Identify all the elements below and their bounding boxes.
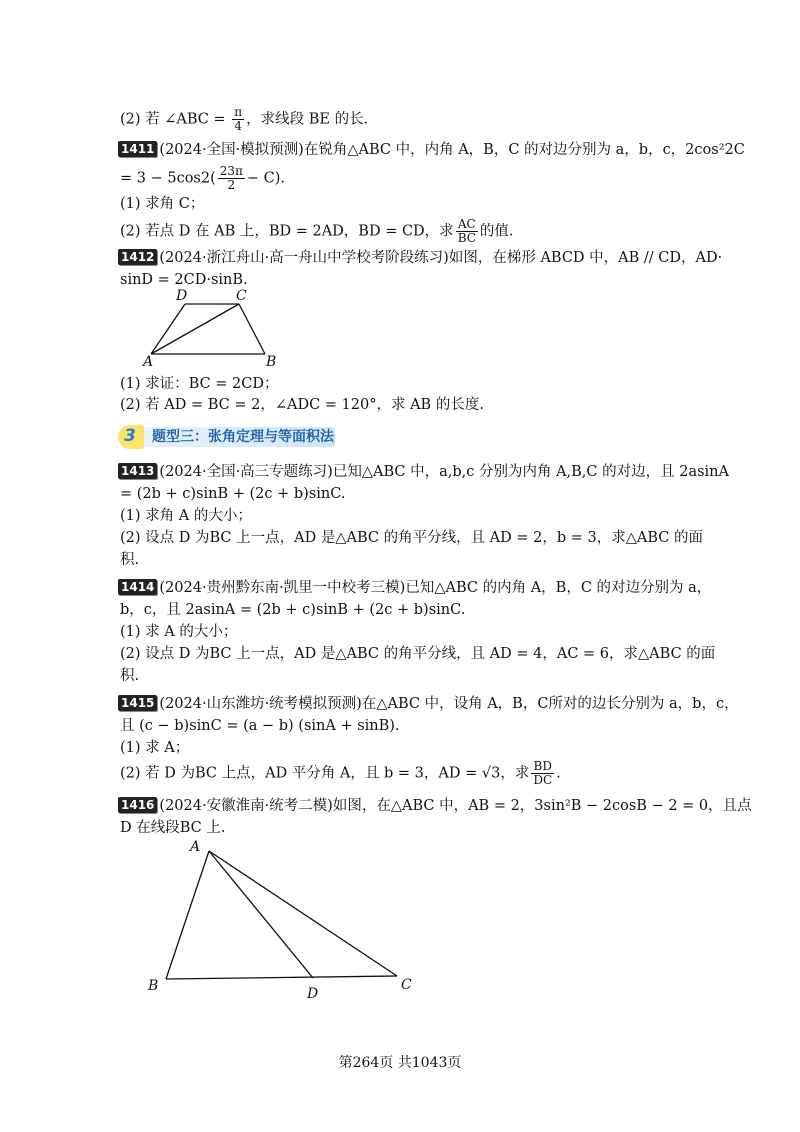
vertex-label-d: D — [307, 986, 319, 1002]
p1415-line2: 且 (c − b)sinC = (a − b) (sinA + sinB). — [120, 718, 400, 734]
vertex-label-d: D — [176, 288, 188, 304]
triangle-side-ab — [166, 851, 209, 979]
p1411-line2: = 3 − 5cos2( $\frac{23\pi}{2}$ − C). — [120, 164, 286, 192]
problem-number-1415: 1415 — [118, 695, 157, 711]
trapezoid-side-bc — [239, 304, 265, 354]
triangle-side-ac — [209, 851, 397, 976]
problem-number-1413: 1413 — [118, 463, 157, 479]
p1411-frac: $\frac{23\pi}{2}$ — [219, 164, 243, 192]
triangle-side-bc — [166, 976, 397, 979]
p1412-line1: 1412 (2024·浙江舟山·高一舟山中学校考阶段练习)如图，在梯形 ABCD 中，AB // CD，AD· — [118, 248, 722, 268]
problem-number-1414: 1414 — [118, 579, 157, 595]
p1414-part1: (1) 求 A 的大小； — [120, 624, 238, 640]
trapezoid-side-da — [151, 304, 185, 354]
section-banner — [118, 425, 338, 449]
p1413-part1: (1) 求角 A 的大小； — [120, 508, 252, 524]
p1412-part1: (1) 求证：BC = 2CD； — [120, 376, 279, 392]
p1412-part2: (2) 若 AD = BC = 2，∠ADC = 120°，求 AB 的长度. — [120, 397, 484, 413]
p1414-line1: 1414 (2024·贵州黔东南·凯里一中校考三模)已知△ABC 的内角 A，B，C 的对边分别为 a， — [118, 578, 711, 598]
vertex-label-a: A — [143, 354, 154, 370]
p1413-part2b: 积. — [120, 552, 140, 568]
p1411-part1: (1) 求角 C； — [120, 196, 205, 212]
vertex-label-b: B — [266, 354, 277, 370]
p1416-line1: 1416 (2024·安徽淮南·统考二模)如图，在△ABC 中，AB = 2，3sin²B − 2cosB − 2 = 0，且点 — [118, 796, 752, 816]
problem-number-1411: 1411 — [118, 141, 157, 157]
vertex-label-b: B — [148, 978, 159, 994]
vertex-label-a: A — [190, 839, 201, 855]
p1414-part2b: 积. — [120, 668, 140, 684]
p1413-line2: = (2b + c)sinB + (2c + b)sinC. — [120, 486, 346, 502]
p1416-line2: D 在线段BC 上. — [120, 820, 226, 836]
p1414-line2: b，c，且 2asinA = (2b + c)sinB + (2c + b)sinC. — [120, 602, 466, 618]
p1411-line1: 1411 (2024·全国·模拟预测)在锐角△ABC 中，内角 A，B，C 的对边分别为 a，b，c，2cos²2C — [118, 140, 745, 160]
p1414-part2: (2) 设点 D 为BC 上一点，AD 是△ABC 的角平分线，且 AD = 4，AC = 6，求△ABC 的面 — [120, 646, 716, 662]
p1411-frac2: $\frac{AC}{BC}$ — [457, 217, 476, 245]
p1410-part2-text: (2) 若 ∠ABC = — [120, 111, 231, 128]
p1415-part1: (1) 求 A； — [120, 740, 190, 756]
segment-ad — [209, 851, 313, 978]
p1410-part2-tail: ，求线段 BE 的长. — [246, 111, 369, 128]
p1415-line1: 1415 (2024·山东潍坊·统考模拟预测)在△ABC 中，设角 A，B，C所对的边长分别为 a，b，c， — [118, 694, 739, 714]
p1415-part2: (2) 若 D 为BC 上点，AD 平分角 A，且 b = 3，AD = √3，求 $\frac{BD}{DC}$ . — [120, 759, 561, 787]
section-title: 题型三：张角定理与等面积法 — [152, 429, 334, 445]
problem-number-1416: 1416 — [118, 797, 157, 813]
page-footer: 第264页 共1043页 — [338, 1055, 462, 1071]
p1413-line1: 1413 (2024·全国·高三专题练习)已知△ABC 中，a,b,c 分别为内角 A,B,C 的对边，且 2asinA — [118, 462, 729, 482]
problem-number-1412: 1412 — [118, 249, 157, 265]
vertex-label-c: C — [236, 288, 247, 304]
trapezoid-figure — [135, 285, 295, 370]
section-number: 3 — [124, 426, 136, 446]
p1411-part2: (2) 若点 D 在 AB 上，BD = 2AD，BD = CD，求 $\frac{AC}{BC}$ 的值. — [120, 217, 514, 245]
triangle-figure — [140, 836, 430, 1006]
p1413-part2: (2) 设点 D 为BC 上一点，AD 是△ABC 的角平分线，且 AD = 2，b = 3，求△ABC 的面 — [120, 530, 704, 546]
p1410-frac: $\frac{\pi}{4}$ — [234, 105, 243, 133]
p1415-frac: $\frac{BD}{DC}$ — [533, 759, 553, 787]
p1412-line2: sinD = 2CD·sinB. — [120, 272, 248, 288]
vertex-label-c: C — [401, 977, 412, 993]
p1410-part2 — [120, 106, 368, 133]
trapezoid-diagonal-ac — [151, 304, 239, 354]
